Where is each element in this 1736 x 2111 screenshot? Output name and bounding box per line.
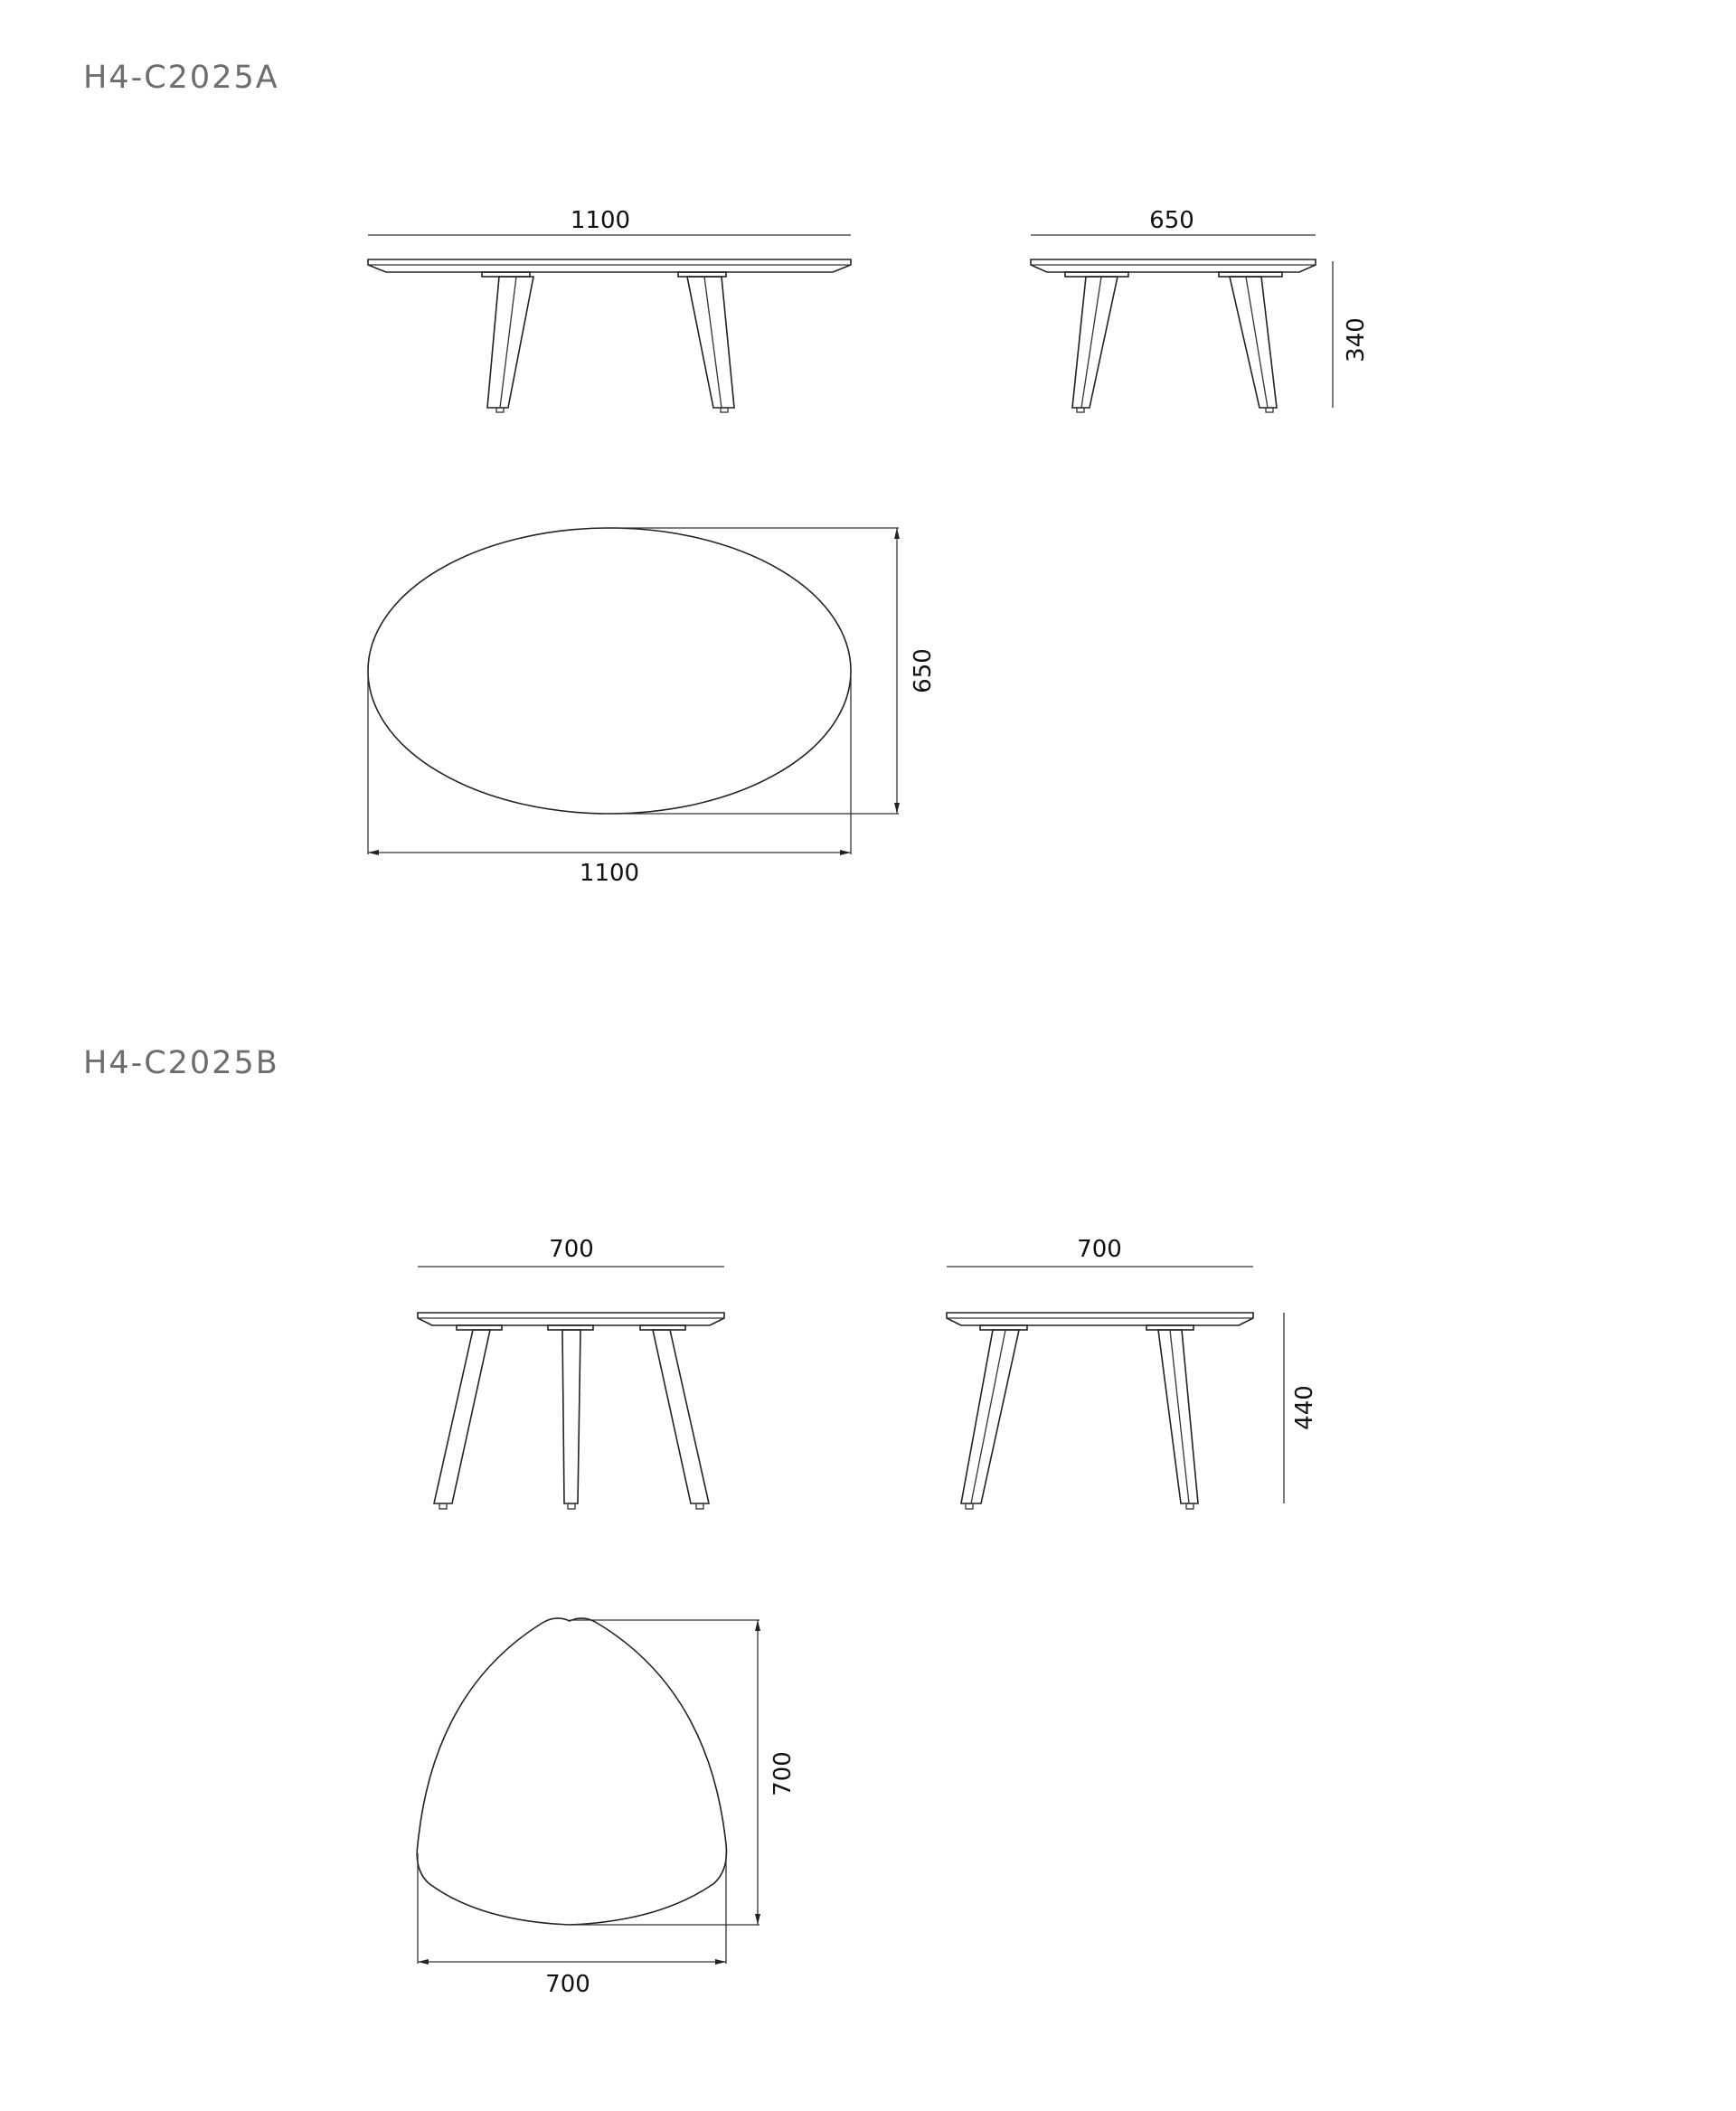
a-front-view [368,207,851,412]
b-side-leg-left [961,1330,1019,1503]
b-side-tabletop [947,1313,1253,1325]
b-depth-label: 700 [769,1751,797,1796]
a-depth-label: 650 [910,648,937,693]
a-front-leg-right [687,277,734,408]
product-code-a: H4-C2025A [83,60,279,96]
a-side-tabletop [1031,259,1316,272]
b-top-view [417,1618,797,1998]
b-front-width-label: 700 [549,1236,594,1263]
a-side-width-label: 650 [1149,207,1194,234]
b-front-view [418,1236,724,1509]
b-side-leg-right [1158,1330,1198,1503]
b-triangular-tabletop [417,1618,726,1925]
a-width-label: 1100 [579,860,640,887]
b-height-label: 440 [1291,1385,1318,1430]
b-side-view [947,1236,1318,1509]
a-top-view [368,528,937,887]
product-code-b: H4-C2025B [83,1045,279,1081]
a-oval-tabletop [368,528,851,814]
a-front-leg-left [487,277,533,408]
a-side-view [1031,207,1370,412]
b-front-leg-left [434,1330,490,1503]
b-front-tabletop [418,1313,724,1325]
a-side-leg-right [1230,277,1277,408]
a-front-width-label: 1100 [570,207,631,234]
b-width-label: 700 [545,1971,590,1998]
a-side-leg-left [1072,277,1118,408]
b-side-width-label: 700 [1077,1236,1122,1263]
a-height-label: 340 [1343,317,1370,363]
a-front-tabletop [368,259,851,272]
b-front-leg-middle [562,1330,580,1503]
b-front-leg-right [653,1330,709,1503]
